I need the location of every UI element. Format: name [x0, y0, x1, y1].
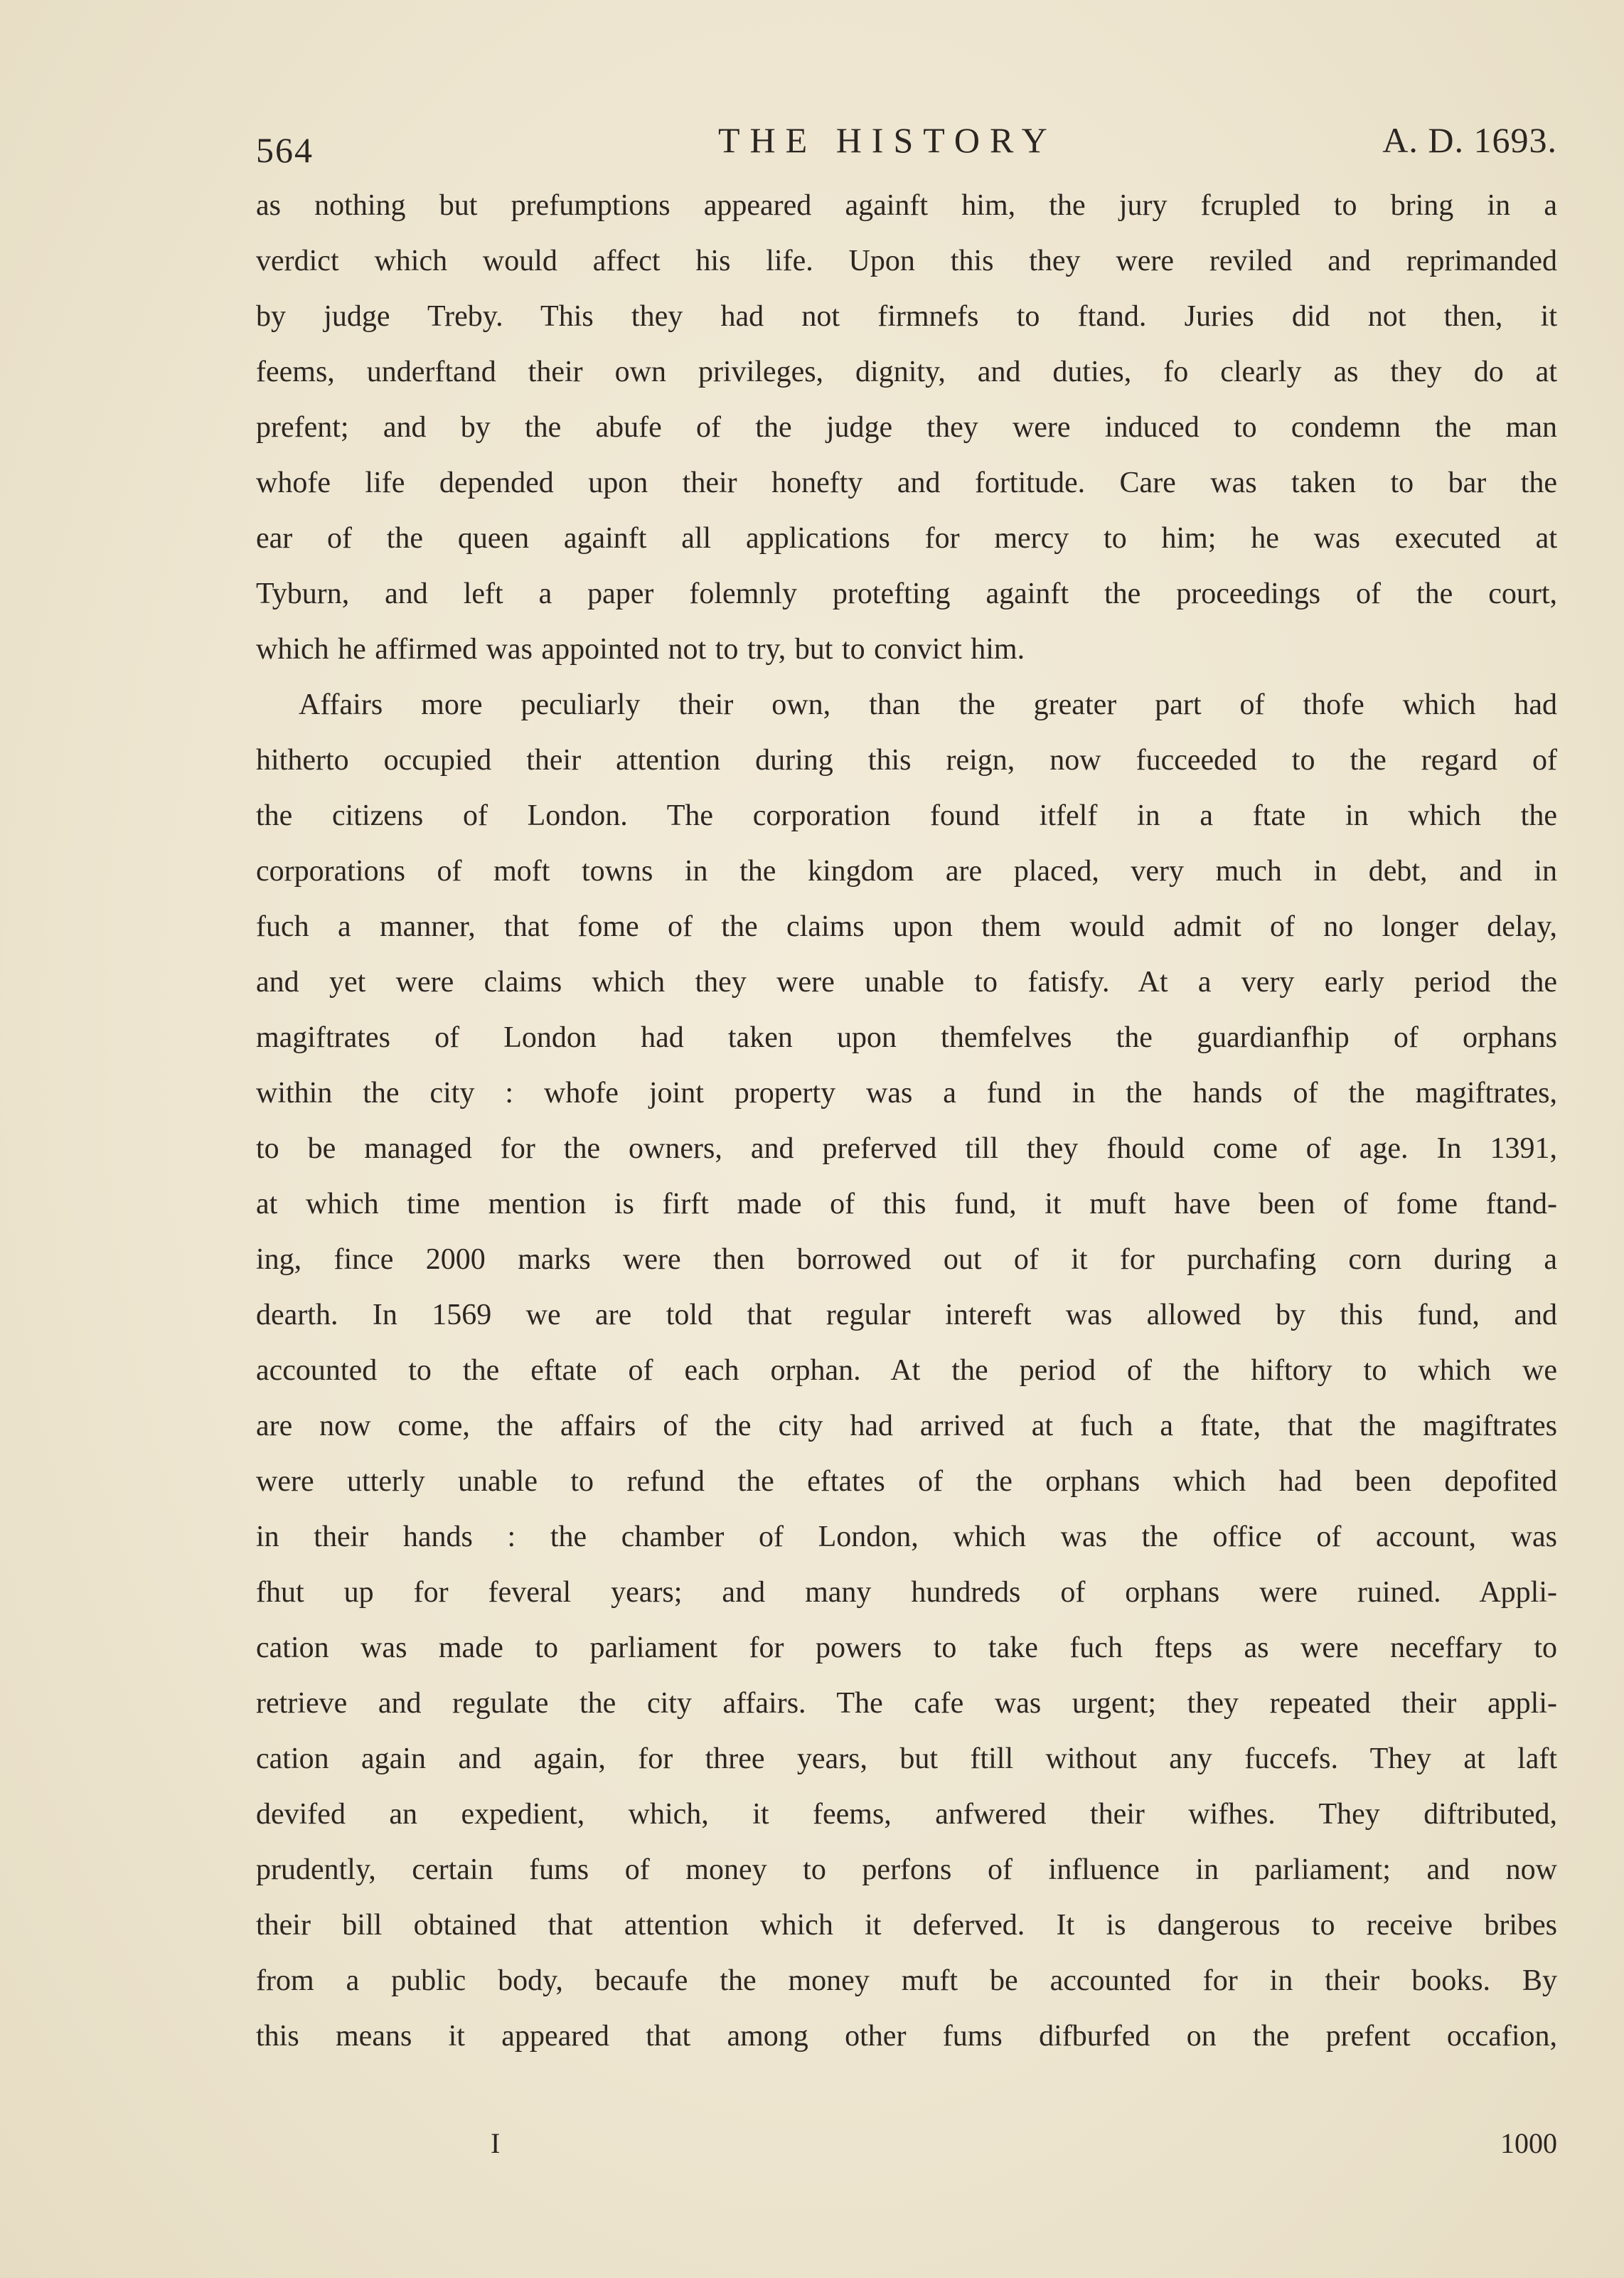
text-line: within the city : whofe joint property was a fund in the hands of the magiftrates,	[256, 1077, 1557, 1109]
text-line: fhut up for feveral years; and many hundreds of orphans were ruined. Appli-	[256, 1576, 1557, 1609]
text-line: at which time mention is firft made of this fund, it muft have been of fome ftand-	[256, 1188, 1557, 1220]
catchword: 1000	[1500, 2127, 1557, 2159]
text-line: and yet were claims which they were unable to fatisfy. At a very early period the	[256, 966, 1557, 999]
text-line: fuch a manner, that fome of the claims upon them would admit of no longer delay,	[256, 910, 1557, 943]
text-line: prudently, certain fums of money to perfons of influence in parliament; and now	[256, 1853, 1557, 1886]
page-number: 564	[256, 130, 314, 170]
text-line: cation was made to parliament for powers to take fuch fteps as were neceffary to	[256, 1632, 1557, 1664]
text-line: corporations of moft towns in the kingdom are placed, very much in debt, and in	[256, 855, 1557, 888]
text-line: to be managed for the owners, and preferved till they fhould come of age. In 1391,	[256, 1132, 1557, 1165]
text-line: their bill obtained that attention which it deferved. It is dangerous to receive bribes	[256, 1909, 1557, 1942]
text-line: ear of the queen againft all applications for mercy to him; he was executed at	[256, 522, 1557, 555]
text-line: whofe life depended upon their honefty and fortitude. Care was taken to bar the	[256, 467, 1557, 499]
text-line: Tyburn, and left a paper folemnly protefting againft the proceedings of the court,	[256, 578, 1557, 610]
text-line: prefent; and by the abufe of the judge they were induced to condemn the man	[256, 411, 1557, 444]
text-line: in their hands : the chamber of London, which was the office of account, was	[256, 1521, 1557, 1553]
text-line: hitherto occupied their attention during this reign, now fucceeded to the regard of	[256, 744, 1557, 777]
text-line: which he affirmed was appointed not to try, but to convict him.	[256, 633, 1025, 666]
text-line: Affairs more peculiarly their own, than the greater part of thofe which had	[299, 688, 1557, 721]
text-line: cation again and again, for three years, but ftill without any fuccefs. They at laft	[256, 1742, 1557, 1775]
text-line: this means it appeared that among other fums difburfed on the prefent occafion,	[256, 2020, 1557, 2053]
body-text	[256, 178, 1557, 2064]
text-line: are now come, the affairs of the city had arrived at fuch a ftate, that the magiftrates	[256, 1410, 1557, 1442]
page-header	[256, 119, 1557, 169]
text-line: magiftrates of London had taken upon themfelves the guardianfhip of orphans	[256, 1021, 1557, 1054]
running-title: THE HISTORY	[718, 120, 1057, 160]
text-line: were utterly unable to refund the eftates of the orphans which had been depofited	[256, 1465, 1557, 1498]
text-line: the citizens of London. The corporation found itfelf in a ftate in which the	[256, 799, 1557, 832]
text-line: accounted to the eftate of each orphan. At the period of the hiftory to which we	[256, 1354, 1557, 1387]
page-footer	[256, 2127, 1557, 2169]
text-line: dearth. In 1569 we are told that regular intereft was allowed by this fund, and	[256, 1299, 1557, 1331]
running-date: A. D. 1693.	[1382, 120, 1557, 160]
text-line: devifed an expedient, which, it feems, anfwered their wifhes. They diftributed,	[256, 1798, 1557, 1831]
text-line: from a public body, becaufe the money muft be accounted for in their books. By	[256, 1964, 1557, 1997]
text-line: as nothing but prefumptions appeared againft him, the jury fcrupled to bring in a	[256, 189, 1557, 222]
text-line: ing, fince 2000 marks were then borrowed out of it for purchafing corn during a	[256, 1243, 1557, 1276]
text-line: verdict which would affect his life. Upon this they were reviled and reprimanded	[256, 245, 1557, 277]
text-line: feems, underftand their own privileges, dignity, and duties, fo clearly as they do at	[256, 356, 1557, 388]
text-line: by judge Treby. This they had not firmnefs to ftand. Juries did not then, it	[256, 300, 1557, 333]
signature-mark: I	[491, 2127, 501, 2159]
text-line: retrieve and regulate the city affairs. The cafe was urgent; they repeated their appli-	[256, 1687, 1557, 1720]
